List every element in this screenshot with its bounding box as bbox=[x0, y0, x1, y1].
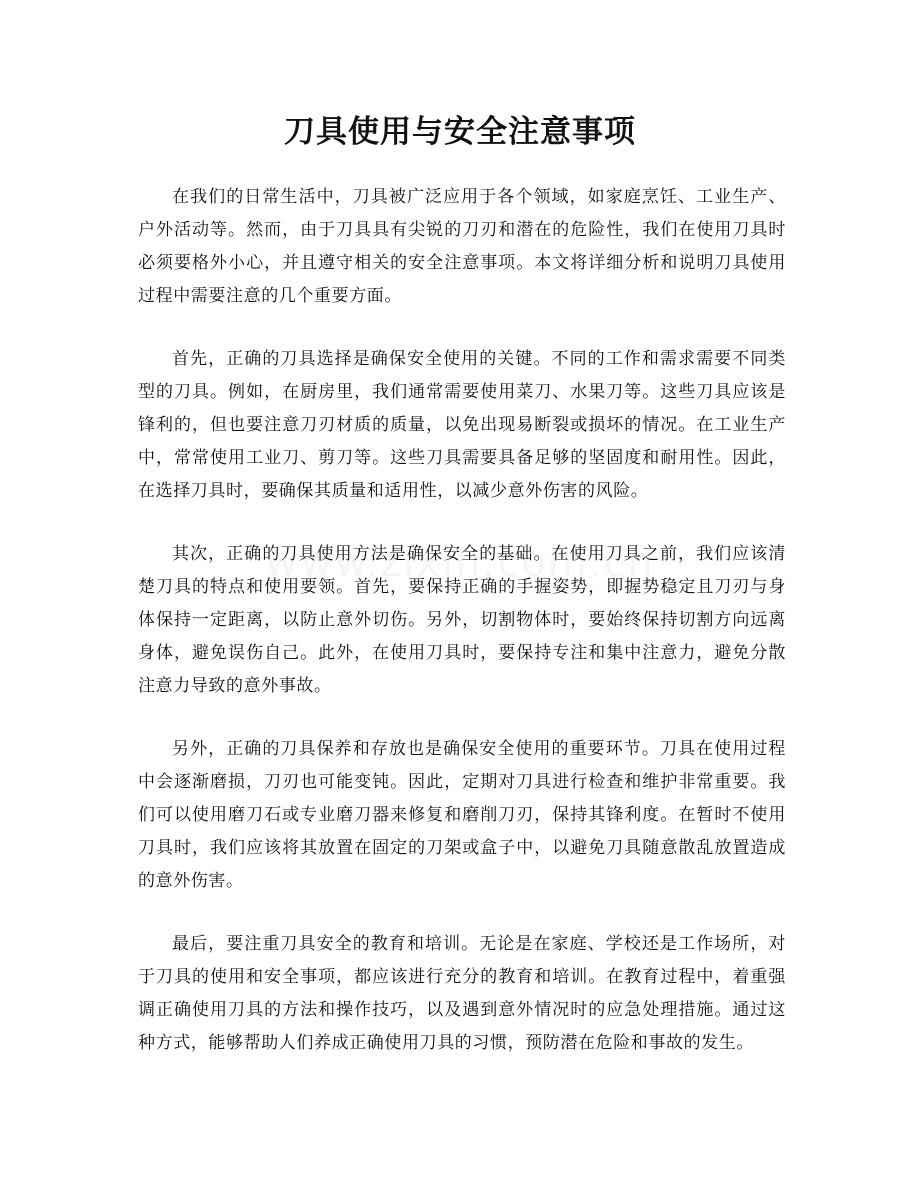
document-body bbox=[138, 181, 786, 1090]
paragraph-selection: 首先，正确的刀具选择是确保安全使用的关键。不同的工作和需求需要不同类型的刀具。例如，在厨房里，我们通常需要使用菜刀、水果刀等。这些刀具应该是锋利的，但也要注意刀刃材质的质量，以免出现易断裂或损坏的情况。在工业生产中，常常使用工业刀、剪刀等。这些刀具需要具备足够的坚固度和耐用性。因此，在选择刀具时，要确保其质量和适用性，以减少意外伤害的风险。 bbox=[138, 349, 786, 501]
paragraph-usage: 其次，正确的刀具使用方法是确保安全的基础。在使用刀具之前，我们应该清楚刀具的特点和使用要领。首先，要保持正确的手握姿势，即握势稳定且刀刃与身体保持一定距离，以防止意外切伤。另外，切割物体时，要始终保持切割方向远离身体，避免误伤自己。此外，在使用刀具时，要保持专注和集中注意力，避免分散注意力导致的意外事故。 bbox=[138, 544, 786, 696]
paragraph-intro: 在我们的日常生活中，刀具被广泛应用于各个领域，如家庭烹饪、工业生产、户外活动等。然而，由于刀具具有尖锐的刀刃和潜在的危险性，我们在使用刀具时必须要格外小心，并且遵守相关的安全注意事项。本文将详细分析和说明刀具使用过程中需要注意的几个重要方面。 bbox=[138, 187, 786, 306]
paragraph-maintenance: 另外，正确的刀具保养和存放也是确保安全使用的重要环节。刀具在使用过程中会逐渐磨损，刀刃也可能变钝。因此，定期对刀具进行检查和维护非常重要。我们可以使用磨刀石或专业磨刀器来修复和磨削刀刃，保持其锋利度。在暂时不使用刀具时，我们应该将其放置在固定的刀架或盒子中，以避免刀具随意散乱放置造成的意外伤害。 bbox=[138, 739, 786, 891]
paragraph-education: 最后，要注重刀具安全的教育和培训。无论是在家庭、学校还是工作场所，对于刀具的使用和安全事项，都应该进行充分的教育和培训。在教育过程中，着重强调正确使用刀具的方法和操作技巧，以及遇到意外情况时的应急处理措施。通过这种方式，能够帮助人们养成正确使用刀具的习惯，预防潜在危险和事故的发生。 bbox=[138, 934, 786, 1053]
document-title: 刀具使用与安全注意事项 bbox=[284, 114, 636, 150]
